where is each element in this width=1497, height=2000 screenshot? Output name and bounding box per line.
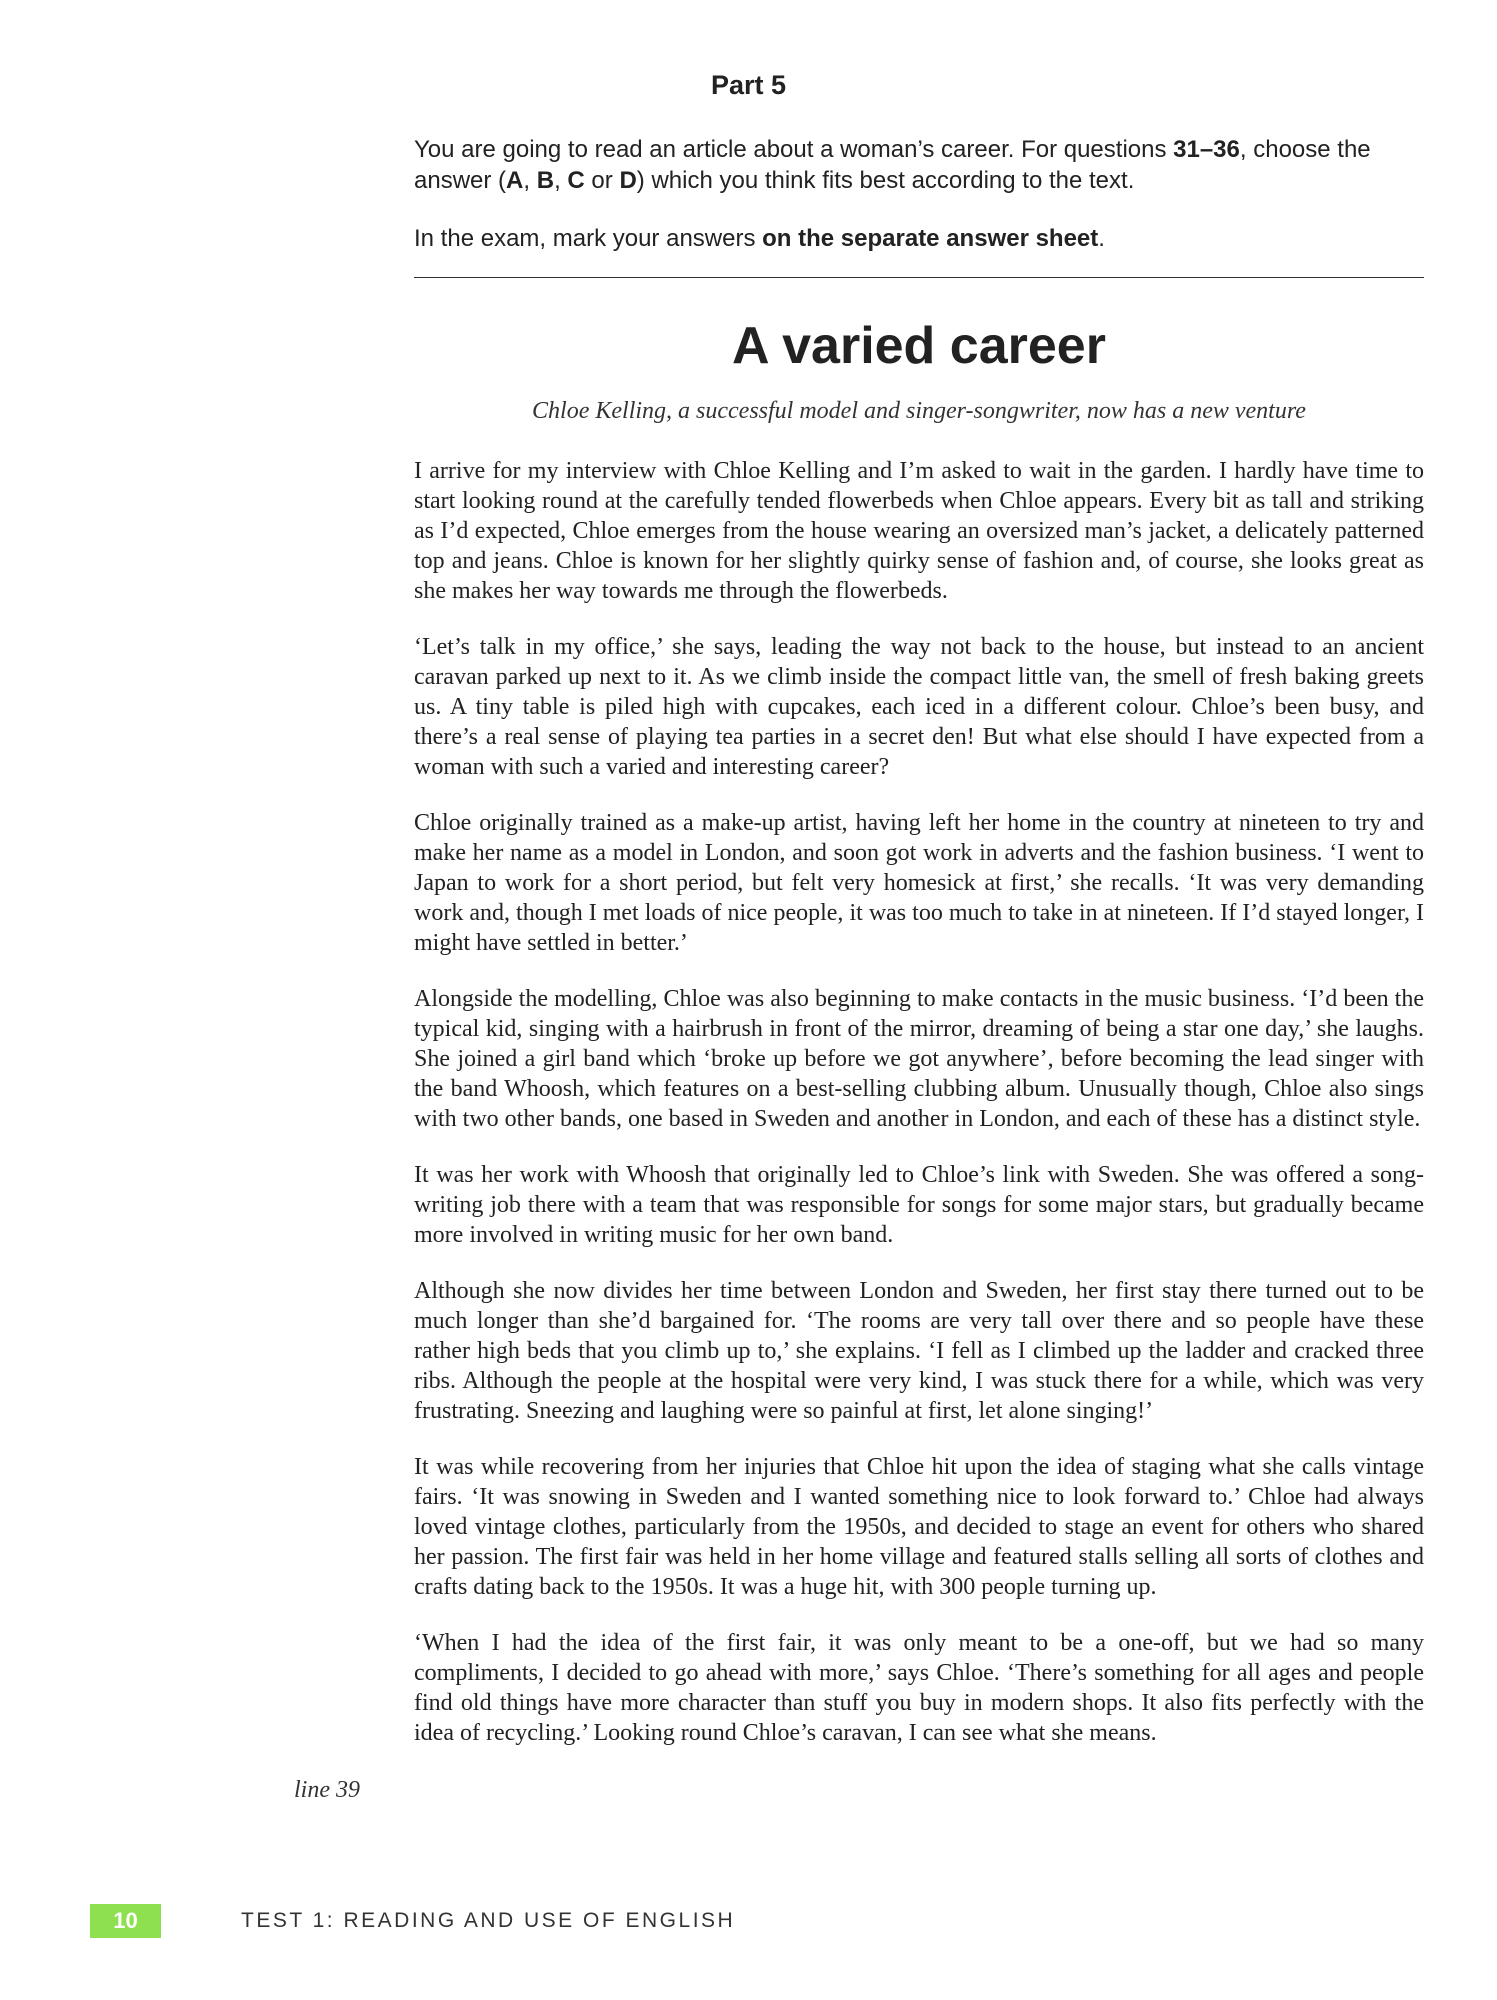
article-title: A varied career — [732, 317, 1106, 375]
article-paragraph-1: I arrive for my interview with Chloe Kelling and I’m asked to wait in the garden. I hardly have time to start looking round at the carefully tended flowerbeds when Chloe appears. Every bit as tall and striking as I’d expected, Chloe emerges from the house wearing an oversized man’s jacket, a delicately patterned top and jeans. Chloe is known for her slightly quirky sense of fashion and, of course, she looks great as she makes her way towards me through the flowerbeds. — [414, 458, 1424, 604]
article-paragraph-7: It was while recovering from her injuries that Chloe hit upon the idea of staging what she calls vintage fairs. ‘It was snowing in Sweden and I wanted something nice to look forward to.’ Chloe had always loved vintage clothes, particularly from the 1950s, and decided to stage an event for others who shared her passion. The first fair was held in her home village and featured stalls selling all sorts of clothes and crafts dating back to the 1950s. It was a huge hit, with 300 people turning up. — [414, 1454, 1424, 1600]
option-a: A — [506, 167, 524, 194]
article-body — [414, 456, 1424, 1774]
instructions — [414, 134, 1424, 254]
article-subtitle: Chloe Kelling, a successful model and singer-songwriter, now has a new venture — [532, 398, 1306, 424]
footer-section-label: TEST 1: READING AND USE OF ENGLISH — [241, 1909, 736, 1932]
line-marker: line 39 — [294, 1777, 360, 1803]
article-paragraph-2: ‘Let’s talk in my office,’ she says, leading the way not back to the house, but instead to an ancient caravan parked up next to it. As we climb inside the compact little van, the smell of fresh baking greets us. A tiny table is piled high with cupcakes, each iced in a different colour. Chloe’s been busy, and there’s a real sense of playing tea parties in a secret den! But what else should I have expected from a woman with such a varied and interesting career? — [414, 634, 1424, 780]
article-paragraph-3: Chloe originally trained as a make-up artist, having left her home in the country at nineteen to try and make her name as a model in London, and soon got work in adverts and the fashion business. ‘I went to Japan to work for a short period, but felt very homesick at first,’ she recalls. ‘It was very demanding work and, though I met loads of nice people, it was too much to take in at nineteen. If I’d stayed longer, I might have settled in better.’ — [414, 810, 1424, 956]
article-paragraph-4: Alongside the modelling, Chloe was also beginning to make contacts in the music business. ‘I’d been the typical kid, singing with a hairbrush in front of the mirror, dreaming of being a star one day,’ she laughs. She joined a girl band which ‘broke up before we got anywhere’, before becoming the lead singer with the band Whoosh, which features on a best-selling clubbing album. Unusually though, Chloe also sings with two other bands, one based in Sweden and another in London, and each of these has a distinct style. — [414, 986, 1424, 1132]
part-title: Part 5 — [710, 70, 787, 100]
instructions-line-1: You are going to read an article about a woman’s career. For questions 31–36, choose the answer (A, B, C or D) which you think fits best according to the text. — [414, 136, 1371, 194]
option-b: B — [536, 167, 555, 194]
article-paragraph-5: It was her work with Whoosh that originally led to Chloe’s link with Sweden. She was offered a song-writing job there with a team that was responsible for songs for some major stars, but gradually became more involved in writing music for her own band. — [414, 1162, 1424, 1248]
divider-rule — [414, 277, 1424, 278]
page-footer — [90, 1904, 735, 1938]
page-number: 10 — [90, 1904, 161, 1938]
instructions-line-2: In the exam, mark your answers on the separate answer sheet. — [414, 225, 1105, 252]
article-paragraph-8: ‘When I had the idea of the first fair, it was only meant to be a one-off, but we had so many compliments, I decided to go ahead with more,’ says Chloe. ‘There’s something for all ages and people find old things have more character than stuff you buy in modern shops. It also fits perfectly with the idea of recycling.’ Looking round Chloe’s caravan, I can see what she means. — [414, 1630, 1424, 1746]
answer-sheet-emphasis: on the separate answer sheet — [762, 225, 1099, 252]
option-d: D — [619, 167, 637, 194]
article-paragraph-6: Although she now divides her time between London and Sweden, her first stay there turned out to be much longer than she’d bargained for. ‘The rooms are very tall over there and so people have these rather high beds that you climb up to,’ she explains. ‘I fell as I climbed up the ladder and cracked three ribs. Although the people at the hospital were very kind, I was stuck there for a while, which was very frustrating. Sneezing and laughing were so painful at first, let alone singing!’ — [414, 1278, 1424, 1424]
question-range: 31–36 — [1173, 136, 1240, 163]
option-c: C — [567, 167, 585, 194]
